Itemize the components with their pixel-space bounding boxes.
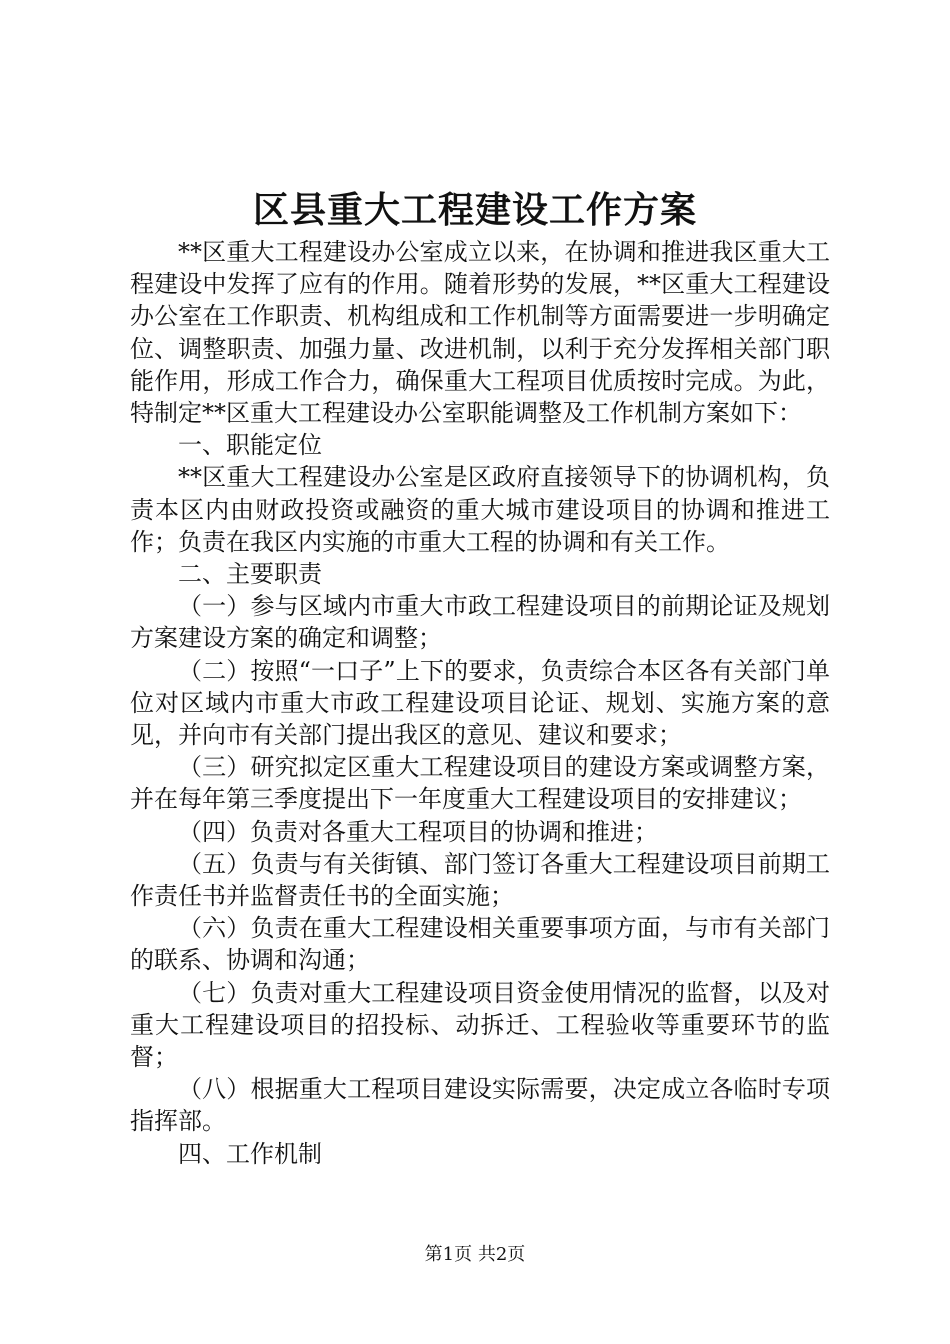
- duty-item-6: （六）负责在重大工程建设相关重要事项方面，与市有关部门的联系、协调和沟通；: [130, 914, 830, 975]
- duty-item-1: （一）参与区域内市重大市政工程建设项目的前期论证及规划方案建设方案的确定和调整；: [130, 592, 830, 653]
- section-heading-mechanism: 四、工作机制: [178, 1139, 322, 1168]
- duty-item-2: （二）按照“一口子”上下的要求，负责综合本区各有关部门单位对区域内市重大市政工程建设项目论证、规划、实施方案的意见，并向市有关部门提出我区的意见、建议和要求；: [130, 656, 830, 750]
- document-body: [130, 236, 830, 1170]
- function-paragraph: **区重大工程建设办公室是区政府直接领导下的协调机构，负责本区内由财政投资或融资的重大城市建设项目的协调和推进工作；负责在我区内实施的市重大工程的协调和有关工作。: [130, 463, 830, 556]
- section-heading-duties: 二、主要职责: [178, 560, 322, 589]
- duty-item-5: （五）负责与有关街镇、部门签订各重大工程建设项目前期工作责任书并监督责任书的全面实施；: [130, 849, 830, 911]
- page-footer: 第1页 共2页: [424, 1244, 526, 1265]
- duty-item-3: （三）研究拟定区重大工程建设项目的建设方案或调整方案，并在每年第三季度提出下一年度重大工程建设项目的安排建议；: [130, 753, 830, 814]
- duty-item-8: （八）根据重大工程项目建设实际需要，决定成立各临时专项指挥部。: [130, 1075, 830, 1136]
- document-title: 区县重大工程建设工作方案: [252, 189, 697, 231]
- section-heading-function: 一、职能定位: [178, 431, 322, 460]
- duty-item-7: （七）负责对重大工程建设项目资金使用情况的监督，以及对重大工程建设项目的招投标、动拆迁、工程验收等重要环节的监督；: [130, 978, 830, 1072]
- duty-item-4: （四）负责对各重大工程项目的协调和推进；: [178, 817, 658, 846]
- intro-paragraph: **区重大工程建设办公室成立以来，在协调和推进我区重大工程建设中发挥了应有的作用。随着形势的发展，**区重大工程建设办公室在工作职责、机构组成和工作机制等方面需要进一步明确定位、调整职责、加强力量、改进机制，以利于充分发挥相关部门职能作用，形成工作合力，确保重大工程项目优质按时完成。为此，特制定**区重大工程建设办公室职能调整及工作机制方案如下：: [130, 238, 830, 428]
